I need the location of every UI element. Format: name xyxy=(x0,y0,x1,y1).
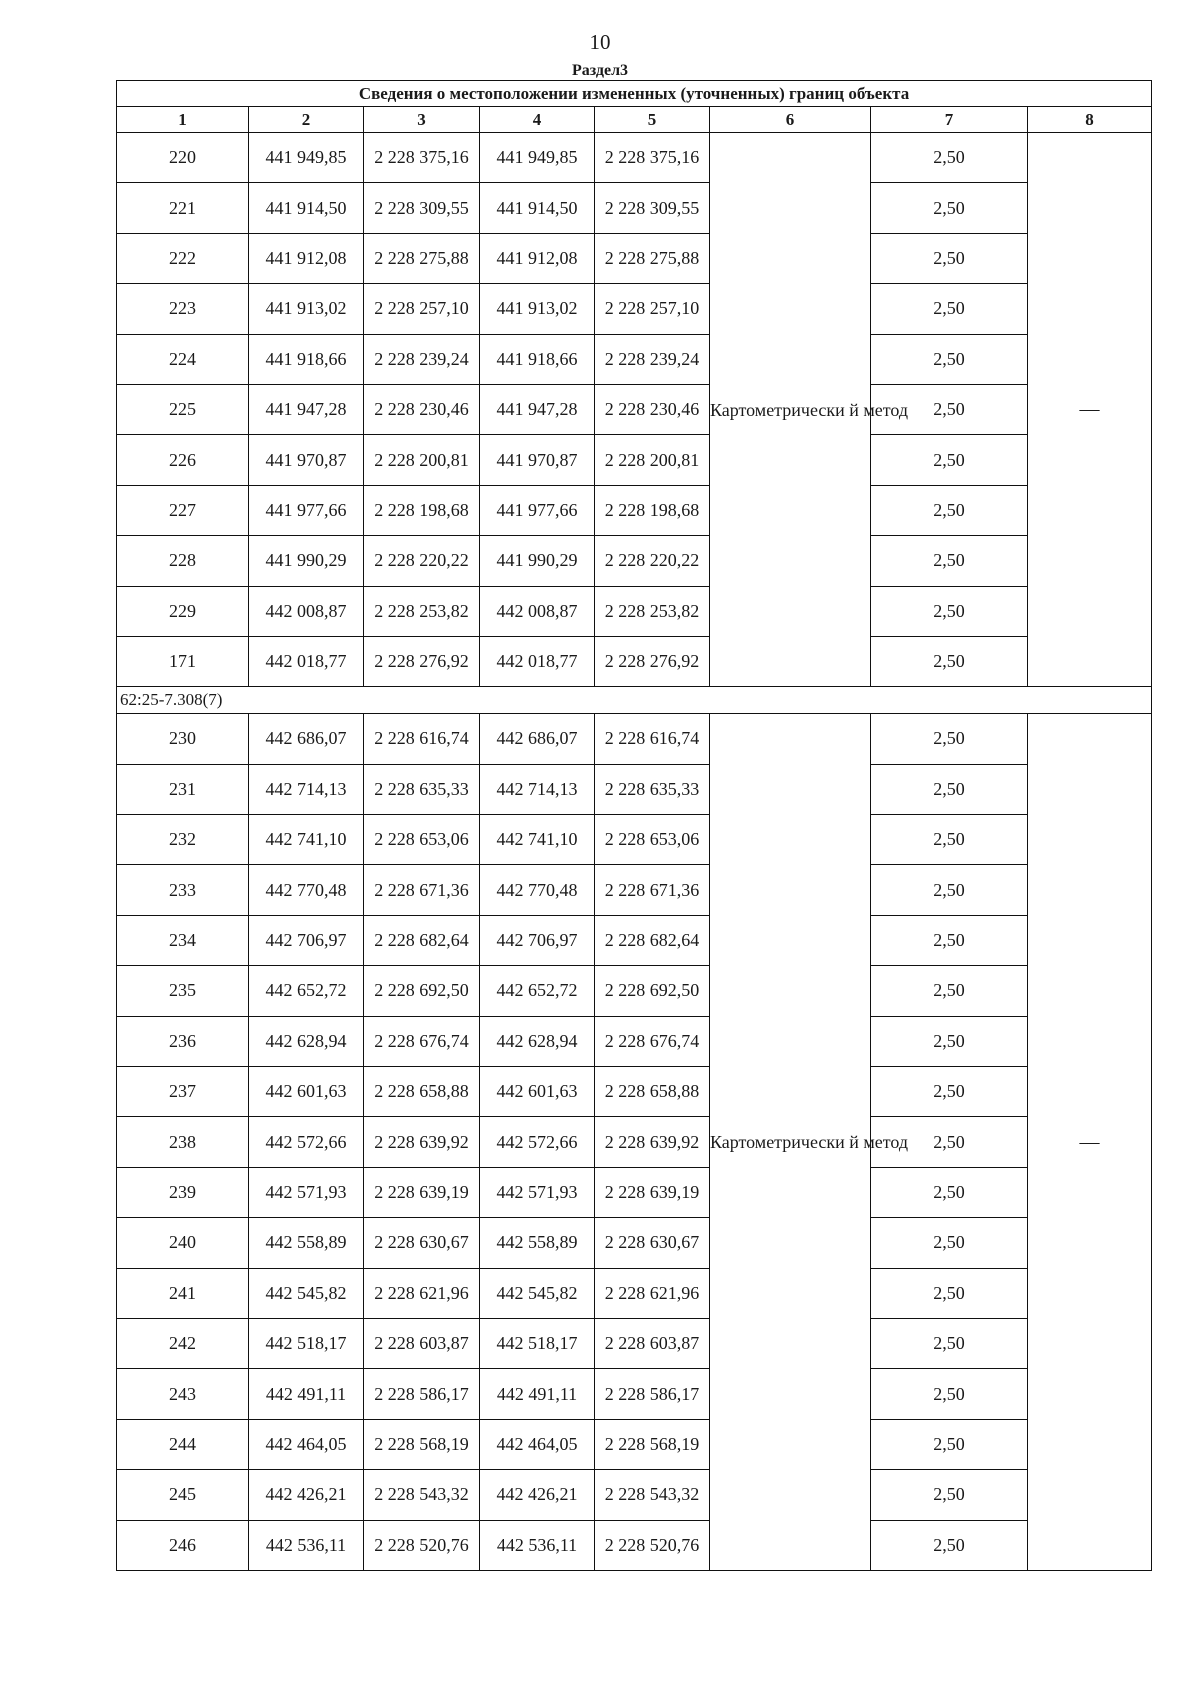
new-x-cell: 442 652,72 xyxy=(480,966,595,1016)
existing-y-cell: 2 228 658,88 xyxy=(364,1067,480,1117)
existing-y-cell: 2 228 568,19 xyxy=(364,1419,480,1469)
boundary-coordinates-table xyxy=(116,80,1152,1571)
table-row xyxy=(117,536,1152,586)
precision-cell: 2,50 xyxy=(871,1369,1028,1419)
new-y-cell: 2 228 639,19 xyxy=(595,1167,710,1217)
section-title: Раздел3 xyxy=(571,62,629,79)
point-number-cell: 171 xyxy=(117,636,249,686)
existing-x-cell: 442 491,11 xyxy=(249,1369,364,1419)
new-x-cell: 441 977,66 xyxy=(480,485,595,535)
column-number-1: 1 xyxy=(117,107,249,133)
table-row xyxy=(117,384,1152,434)
point-number-cell: 230 xyxy=(117,714,249,764)
existing-y-cell: 2 228 586,17 xyxy=(364,1369,480,1419)
new-x-cell: 441 990,29 xyxy=(480,536,595,586)
existing-x-cell: 442 741,10 xyxy=(249,815,364,865)
table-row xyxy=(117,1167,1152,1217)
group-label-row xyxy=(117,687,1152,714)
precision-cell: 2,50 xyxy=(871,1268,1028,1318)
column-number-5: 5 xyxy=(595,107,710,133)
column-number-4: 4 xyxy=(480,107,595,133)
note-cell: — xyxy=(1028,714,1152,1571)
existing-x-cell: 442 518,17 xyxy=(249,1318,364,1368)
new-y-cell: 2 228 568,19 xyxy=(595,1419,710,1469)
existing-y-cell: 2 228 257,10 xyxy=(364,284,480,334)
new-x-cell: 442 628,94 xyxy=(480,1016,595,1066)
precision-cell: 2,50 xyxy=(871,1218,1028,1268)
point-number-cell: 224 xyxy=(117,334,249,384)
existing-y-cell: 2 228 639,92 xyxy=(364,1117,480,1167)
existing-y-cell: 2 228 671,36 xyxy=(364,865,480,915)
new-y-cell: 2 228 276,92 xyxy=(595,636,710,686)
precision-cell: 2,50 xyxy=(871,636,1028,686)
table-row xyxy=(117,865,1152,915)
point-number-cell: 236 xyxy=(117,1016,249,1066)
method-cell: Картометрически й метод xyxy=(710,714,871,1571)
point-number-cell: 243 xyxy=(117,1369,249,1419)
existing-x-cell: 441 913,02 xyxy=(249,284,364,334)
table-row xyxy=(117,714,1152,764)
new-y-cell: 2 228 616,74 xyxy=(595,714,710,764)
new-x-cell: 441 913,02 xyxy=(480,284,595,334)
point-number-cell: 220 xyxy=(117,133,249,183)
precision-cell: 2,50 xyxy=(871,1520,1028,1570)
table-row xyxy=(117,334,1152,384)
existing-x-cell: 441 970,87 xyxy=(249,435,364,485)
column-number-6: 6 xyxy=(710,107,871,133)
existing-x-cell: 442 018,77 xyxy=(249,636,364,686)
column-number-2: 2 xyxy=(249,107,364,133)
table-row xyxy=(117,1067,1152,1117)
new-x-cell: 442 518,17 xyxy=(480,1318,595,1368)
precision-cell: 2,50 xyxy=(871,1419,1028,1469)
table-row xyxy=(117,1117,1152,1167)
new-y-cell: 2 228 200,81 xyxy=(595,435,710,485)
table-row xyxy=(117,1318,1152,1368)
existing-y-cell: 2 228 375,16 xyxy=(364,133,480,183)
existing-y-cell: 2 228 616,74 xyxy=(364,714,480,764)
new-x-cell: 442 464,05 xyxy=(480,1419,595,1469)
existing-x-cell: 441 914,50 xyxy=(249,183,364,233)
new-x-cell: 441 970,87 xyxy=(480,435,595,485)
existing-y-cell: 2 228 239,24 xyxy=(364,334,480,384)
point-number-cell: 239 xyxy=(117,1167,249,1217)
table-row xyxy=(117,1419,1152,1469)
existing-x-cell: 442 706,97 xyxy=(249,915,364,965)
precision-cell: 2,50 xyxy=(871,435,1028,485)
table-caption: Сведения о местоположении измененных (уточненных) границ объекта xyxy=(117,81,1152,107)
table-row xyxy=(117,1520,1152,1570)
group-label: 62:25-7.308(7) xyxy=(117,687,1152,714)
new-y-cell: 2 228 375,16 xyxy=(595,133,710,183)
point-number-cell: 231 xyxy=(117,764,249,814)
column-number-row xyxy=(117,107,1152,133)
new-y-cell: 2 228 692,50 xyxy=(595,966,710,1016)
point-number-cell: 221 xyxy=(117,183,249,233)
column-number-3: 3 xyxy=(364,107,480,133)
precision-cell: 2,50 xyxy=(871,1318,1028,1368)
new-x-cell: 442 018,77 xyxy=(480,636,595,686)
new-x-cell: 442 601,63 xyxy=(480,1067,595,1117)
table-row xyxy=(117,133,1152,183)
point-number-cell: 229 xyxy=(117,586,249,636)
existing-y-cell: 2 228 635,33 xyxy=(364,764,480,814)
new-x-cell: 441 947,28 xyxy=(480,384,595,434)
precision-cell: 2,50 xyxy=(871,1016,1028,1066)
new-x-cell: 442 426,21 xyxy=(480,1470,595,1520)
point-number-cell: 226 xyxy=(117,435,249,485)
new-y-cell: 2 228 257,10 xyxy=(595,284,710,334)
point-number-cell: 237 xyxy=(117,1067,249,1117)
precision-cell: 2,50 xyxy=(871,183,1028,233)
precision-cell: 2,50 xyxy=(871,284,1028,334)
existing-x-cell: 442 714,13 xyxy=(249,764,364,814)
existing-y-cell: 2 228 676,74 xyxy=(364,1016,480,1066)
existing-x-cell: 442 426,21 xyxy=(249,1470,364,1520)
new-y-cell: 2 228 520,76 xyxy=(595,1520,710,1570)
existing-x-cell: 442 008,87 xyxy=(249,586,364,636)
existing-x-cell: 442 464,05 xyxy=(249,1419,364,1469)
new-x-cell: 442 572,66 xyxy=(480,1117,595,1167)
existing-x-cell: 442 572,66 xyxy=(249,1117,364,1167)
point-number-cell: 227 xyxy=(117,485,249,535)
existing-y-cell: 2 228 603,87 xyxy=(364,1318,480,1368)
existing-x-cell: 441 912,08 xyxy=(249,233,364,283)
new-y-cell: 2 228 653,06 xyxy=(595,815,710,865)
precision-cell: 2,50 xyxy=(871,1470,1028,1520)
note-cell: — xyxy=(1028,133,1152,687)
point-number-cell: 222 xyxy=(117,233,249,283)
existing-x-cell: 442 545,82 xyxy=(249,1268,364,1318)
point-number-cell: 240 xyxy=(117,1218,249,1268)
table-row xyxy=(117,815,1152,865)
existing-y-cell: 2 228 220,22 xyxy=(364,536,480,586)
precision-cell: 2,50 xyxy=(871,334,1028,384)
column-number-7: 7 xyxy=(871,107,1028,133)
new-y-cell: 2 228 543,32 xyxy=(595,1470,710,1520)
precision-cell: 2,50 xyxy=(871,485,1028,535)
new-y-cell: 2 228 230,46 xyxy=(595,384,710,434)
precision-cell: 2,50 xyxy=(871,764,1028,814)
method-cell: Картометрически й метод xyxy=(710,133,871,687)
precision-cell: 2,50 xyxy=(871,586,1028,636)
new-y-cell: 2 228 676,74 xyxy=(595,1016,710,1066)
new-y-cell: 2 228 239,24 xyxy=(595,334,710,384)
new-x-cell: 442 491,11 xyxy=(480,1369,595,1419)
existing-y-cell: 2 228 520,76 xyxy=(364,1520,480,1570)
precision-cell: 2,50 xyxy=(871,915,1028,965)
new-x-cell: 442 008,87 xyxy=(480,586,595,636)
existing-x-cell: 442 770,48 xyxy=(249,865,364,915)
point-number-cell: 246 xyxy=(117,1520,249,1570)
table-row xyxy=(117,1218,1152,1268)
new-x-cell: 441 918,66 xyxy=(480,334,595,384)
new-x-cell: 441 912,08 xyxy=(480,233,595,283)
new-x-cell: 441 949,85 xyxy=(480,133,595,183)
existing-y-cell: 2 228 543,32 xyxy=(364,1470,480,1520)
existing-y-cell: 2 228 682,64 xyxy=(364,915,480,965)
point-number-cell: 235 xyxy=(117,966,249,1016)
existing-y-cell: 2 228 309,55 xyxy=(364,183,480,233)
table-row xyxy=(117,435,1152,485)
precision-cell: 2,50 xyxy=(871,384,1028,434)
point-number-cell: 223 xyxy=(117,284,249,334)
table-row xyxy=(117,1369,1152,1419)
precision-cell: 2,50 xyxy=(871,233,1028,283)
existing-x-cell: 442 571,93 xyxy=(249,1167,364,1217)
point-number-cell: 244 xyxy=(117,1419,249,1469)
new-x-cell: 442 545,82 xyxy=(480,1268,595,1318)
existing-y-cell: 2 228 198,68 xyxy=(364,485,480,535)
existing-x-cell: 442 628,94 xyxy=(249,1016,364,1066)
new-x-cell: 442 686,07 xyxy=(480,714,595,764)
new-y-cell: 2 228 658,88 xyxy=(595,1067,710,1117)
table-row xyxy=(117,284,1152,334)
point-number-cell: 225 xyxy=(117,384,249,434)
new-x-cell: 442 706,97 xyxy=(480,915,595,965)
table-row xyxy=(117,636,1152,686)
existing-y-cell: 2 228 276,92 xyxy=(364,636,480,686)
precision-cell: 2,50 xyxy=(871,966,1028,1016)
existing-y-cell: 2 228 200,81 xyxy=(364,435,480,485)
point-number-cell: 232 xyxy=(117,815,249,865)
existing-x-cell: 441 977,66 xyxy=(249,485,364,535)
existing-y-cell: 2 228 621,96 xyxy=(364,1268,480,1318)
precision-cell: 2,50 xyxy=(871,865,1028,915)
existing-x-cell: 442 686,07 xyxy=(249,714,364,764)
new-y-cell: 2 228 603,87 xyxy=(595,1318,710,1368)
new-y-cell: 2 228 621,96 xyxy=(595,1268,710,1318)
existing-y-cell: 2 228 639,19 xyxy=(364,1167,480,1217)
new-y-cell: 2 228 586,17 xyxy=(595,1369,710,1419)
table-row xyxy=(117,915,1152,965)
precision-cell: 2,50 xyxy=(871,1117,1028,1167)
new-y-cell: 2 228 198,68 xyxy=(595,485,710,535)
existing-x-cell: 442 536,11 xyxy=(249,1520,364,1570)
precision-cell: 2,50 xyxy=(871,536,1028,586)
existing-x-cell: 441 949,85 xyxy=(249,133,364,183)
table-row xyxy=(117,183,1152,233)
new-y-cell: 2 228 275,88 xyxy=(595,233,710,283)
new-y-cell: 2 228 253,82 xyxy=(595,586,710,636)
new-y-cell: 2 228 309,55 xyxy=(595,183,710,233)
table-row xyxy=(117,1016,1152,1066)
new-x-cell: 442 571,93 xyxy=(480,1167,595,1217)
existing-x-cell: 441 947,28 xyxy=(249,384,364,434)
existing-y-cell: 2 228 253,82 xyxy=(364,586,480,636)
new-y-cell: 2 228 630,67 xyxy=(595,1218,710,1268)
new-y-cell: 2 228 671,36 xyxy=(595,865,710,915)
existing-x-cell: 442 601,63 xyxy=(249,1067,364,1117)
table-row xyxy=(117,485,1152,535)
table-row xyxy=(117,1470,1152,1520)
precision-cell: 2,50 xyxy=(871,714,1028,764)
new-y-cell: 2 228 639,92 xyxy=(595,1117,710,1167)
existing-y-cell: 2 228 630,67 xyxy=(364,1218,480,1268)
new-x-cell: 442 536,11 xyxy=(480,1520,595,1570)
table-row xyxy=(117,764,1152,814)
table-row xyxy=(117,586,1152,636)
page-number: 10 xyxy=(589,30,611,54)
new-x-cell: 441 914,50 xyxy=(480,183,595,233)
point-number-cell: 242 xyxy=(117,1318,249,1368)
existing-y-cell: 2 228 692,50 xyxy=(364,966,480,1016)
point-number-cell: 238 xyxy=(117,1117,249,1167)
new-x-cell: 442 770,48 xyxy=(480,865,595,915)
table-row xyxy=(117,966,1152,1016)
point-number-cell: 241 xyxy=(117,1268,249,1318)
new-y-cell: 2 228 635,33 xyxy=(595,764,710,814)
point-number-cell: 228 xyxy=(117,536,249,586)
table-body xyxy=(117,133,1152,1571)
point-number-cell: 233 xyxy=(117,865,249,915)
existing-y-cell: 2 228 230,46 xyxy=(364,384,480,434)
existing-x-cell: 441 918,66 xyxy=(249,334,364,384)
precision-cell: 2,50 xyxy=(871,1167,1028,1217)
precision-cell: 2,50 xyxy=(871,815,1028,865)
table-row xyxy=(117,1268,1152,1318)
new-x-cell: 442 741,10 xyxy=(480,815,595,865)
column-number-8: 8 xyxy=(1028,107,1152,133)
existing-x-cell: 442 652,72 xyxy=(249,966,364,1016)
new-x-cell: 442 714,13 xyxy=(480,764,595,814)
existing-x-cell: 442 558,89 xyxy=(249,1218,364,1268)
new-y-cell: 2 228 682,64 xyxy=(595,915,710,965)
precision-cell: 2,50 xyxy=(871,133,1028,183)
existing-y-cell: 2 228 653,06 xyxy=(364,815,480,865)
new-y-cell: 2 228 220,22 xyxy=(595,536,710,586)
existing-y-cell: 2 228 275,88 xyxy=(364,233,480,283)
point-number-cell: 234 xyxy=(117,915,249,965)
existing-x-cell: 441 990,29 xyxy=(249,536,364,586)
point-number-cell: 245 xyxy=(117,1470,249,1520)
precision-cell: 2,50 xyxy=(871,1067,1028,1117)
table-row xyxy=(117,233,1152,283)
new-x-cell: 442 558,89 xyxy=(480,1218,595,1268)
